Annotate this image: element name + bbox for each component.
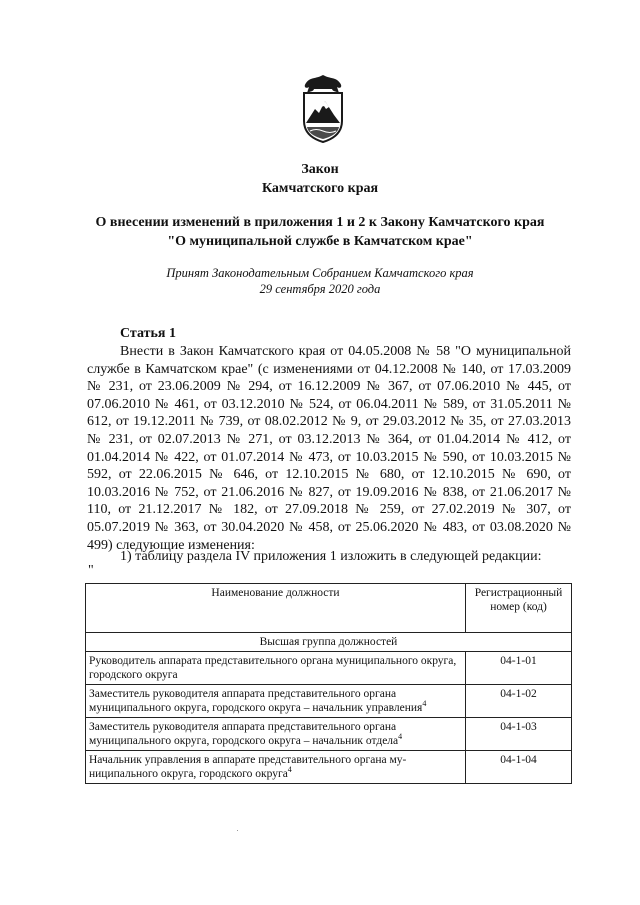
footnote-marker: 4 [287,765,292,775]
position-name: Заместитель руководителя аппарата представительного органа муниципального округа, городского округа – начальник управления$^4$ [86,685,466,718]
article-heading: Статья 1 [120,326,176,341]
law-subject-line-2: "О муниципальной службе в Камчатском крае" [167,234,473,249]
position-name: Руководитель аппарата представительного органа муниципального округа, городского округа [86,652,466,685]
position-code: 04-1-04 [466,751,572,784]
adoption-date: 29 сентября 2020 года [259,282,381,296]
group-title: Высшая группа должностей [86,633,572,652]
position-code: 04-1-01 [466,652,572,685]
amendment-item-1: 1) таблицу раздела IV приложения 1 изложить в следующей редакции: [120,549,542,564]
footnote-marker: 4 [422,699,427,709]
table-row [86,718,572,751]
header-position-name: Наименование должности [86,584,466,633]
table-row [86,751,572,784]
group-row [86,633,572,652]
kamchatka-emblem-icon [298,73,348,143]
position-code: 04-1-03 [466,718,572,751]
table-row [86,685,572,718]
table-header-row [86,584,572,633]
position-name: Начальник управления в аппарате представительного органа муниципального округа, городского округа$^4$ [86,751,466,784]
positions-table [85,583,572,784]
law-subject-line-1: О внесении изменений в приложения 1 и 2 к Закону Камчатского края [95,215,545,230]
position-code: 04-1-02 [466,685,572,718]
article-intro-paragraph: Внести в Закон Камчатского края от 04.05.2008 № 58 "О муниципальной службе в Камчатском крае" (с изменениями от 04.12.2008 № 140, от 17.03.2009 № 231, от 23.06.2009 № 294, от 16.12.2009 № 367, от 07.06.2010 № 445, от 07.06.2010 № 461, от 03.12.2010 № 524, от 06.04.2011 № 589, от 31.05.2011 № 612, от 19.12.2011 № 739, от 08.02.2012 № 9, от 29.03.2012 № 35, от 27.03.2013 № 231, от 02.07.2013 № 271, от 03.12.2013 № 364, от 01.04.2014 № 412, от 01.04.2014 № 422, от 01.07.2014 № 473, от 10.03.2015 № 590, от 10.03.2015 № 592, от 22.06.2015 № 646, от 12.10.2015 № 680, от 12.10.2015 № 690, от 10.03.2016 № 752, от 21.06.2016 № 827, от 19.09.2016 № 838, от 21.06.2017 № 110, от 21.12.2017 № 182, от 27.09.2018 № 259, от 27.02.2019 № 307, от 05.07.2019 № 363, от 30.04.2020 № 458, от 25.06.2020 № 483, от 03.08.2020 № 499) следующие изменения: [87,344,571,553]
table-row [86,652,572,685]
footnote-marker: 4 [398,732,403,742]
scan-speck [237,830,238,831]
opening-quote: " [88,563,94,578]
law-title: Закон [301,162,339,177]
law-region: Камчатского края [261,181,379,196]
position-name: Заместитель руководителя аппарата представительного органа муниципального округа, городского округа – начальник отдела$^4$ [86,718,466,751]
header-registration-code: Регистрационный номер (код) [466,584,572,633]
adoption-body: Принят Законодательным Собранием Камчатского края [166,266,474,280]
